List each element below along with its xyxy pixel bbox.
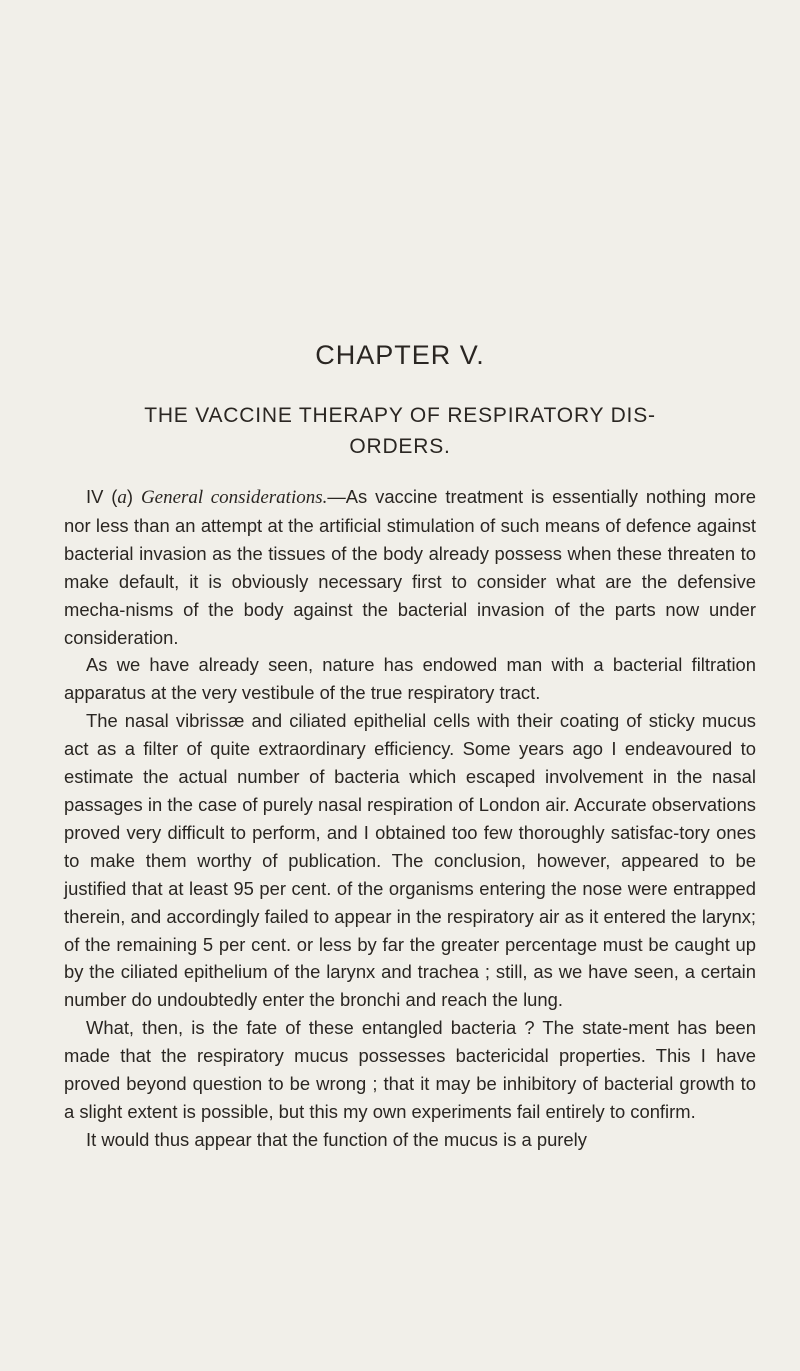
section-marker: a [117,487,127,508]
section-number: IV ( [86,486,118,507]
chapter-title: THE VACCINE THERAPY OF RESPIRATORY DIS-ORDERS. [144,404,656,458]
paragraph-4: What, then, is the fate of these entangled bacteria ? The state-ment has been made that the respiratory mucus possesses bactericidal properties. This I have proved beyond question to be wrong ; that it may be inhibitory of bacterial growth to a slight extent is possible, but this my own experiments fail entirely to confirm. [64,1017,756,1122]
paragraph-1-text: —As vaccine treatment is essentially nothing more nor less than an attempt at the artificial stimulation of such means of defence against bacterial invasion as the tissues of the body already possess when these threaten to make default, it is obviously necessary first to consider what are the defensive mecha-nisms of the body against the bacterial invasion of the parts now under consideration. [64,486,757,648]
paragraph-5: It would thus appear that the function of the mucus is a purely [86,1128,587,1150]
section-marker-close: ) [126,486,141,507]
body-text [64,483,756,1154]
paragraph-1 [64,483,756,651]
paragraph-3: The nasal vibrissæ and ciliated epithelial cells with their coating of sticky mucus act as a filter of quite extraordinary efficiency. Some years ago I endeavoured to estimate the actual number of bacteria which escaped involvement in the nasal passages in the case of purely nasal respiration of London air. Accurate observations proved very difficult to perform, and I obtained too few thoroughly satisfac-tory ones to make them worthy of publication. The conclusion, however, appeared to be justified that at least 95 per cent. of the organisms entering the nose were entrapped therein, and accordingly failed to appear in the respiratory air as it entered the larynx; of the remaining 5 per cent. or less by far the greater percentage must be caught up by the ciliated epithelium of the larynx and trachea ; still, as we have seen, a certain number do undoubtedly enter the bronchi and reach the lung. [64,710,756,1011]
chapter-heading: CHAPTER V. [315,340,485,370]
section-heading: General considerations. [140,487,328,508]
paragraph-2: As we have already seen, nature has endowed man with a bacterial filtration apparatus at the very vestibule of the true respiratory tract. [64,654,756,704]
